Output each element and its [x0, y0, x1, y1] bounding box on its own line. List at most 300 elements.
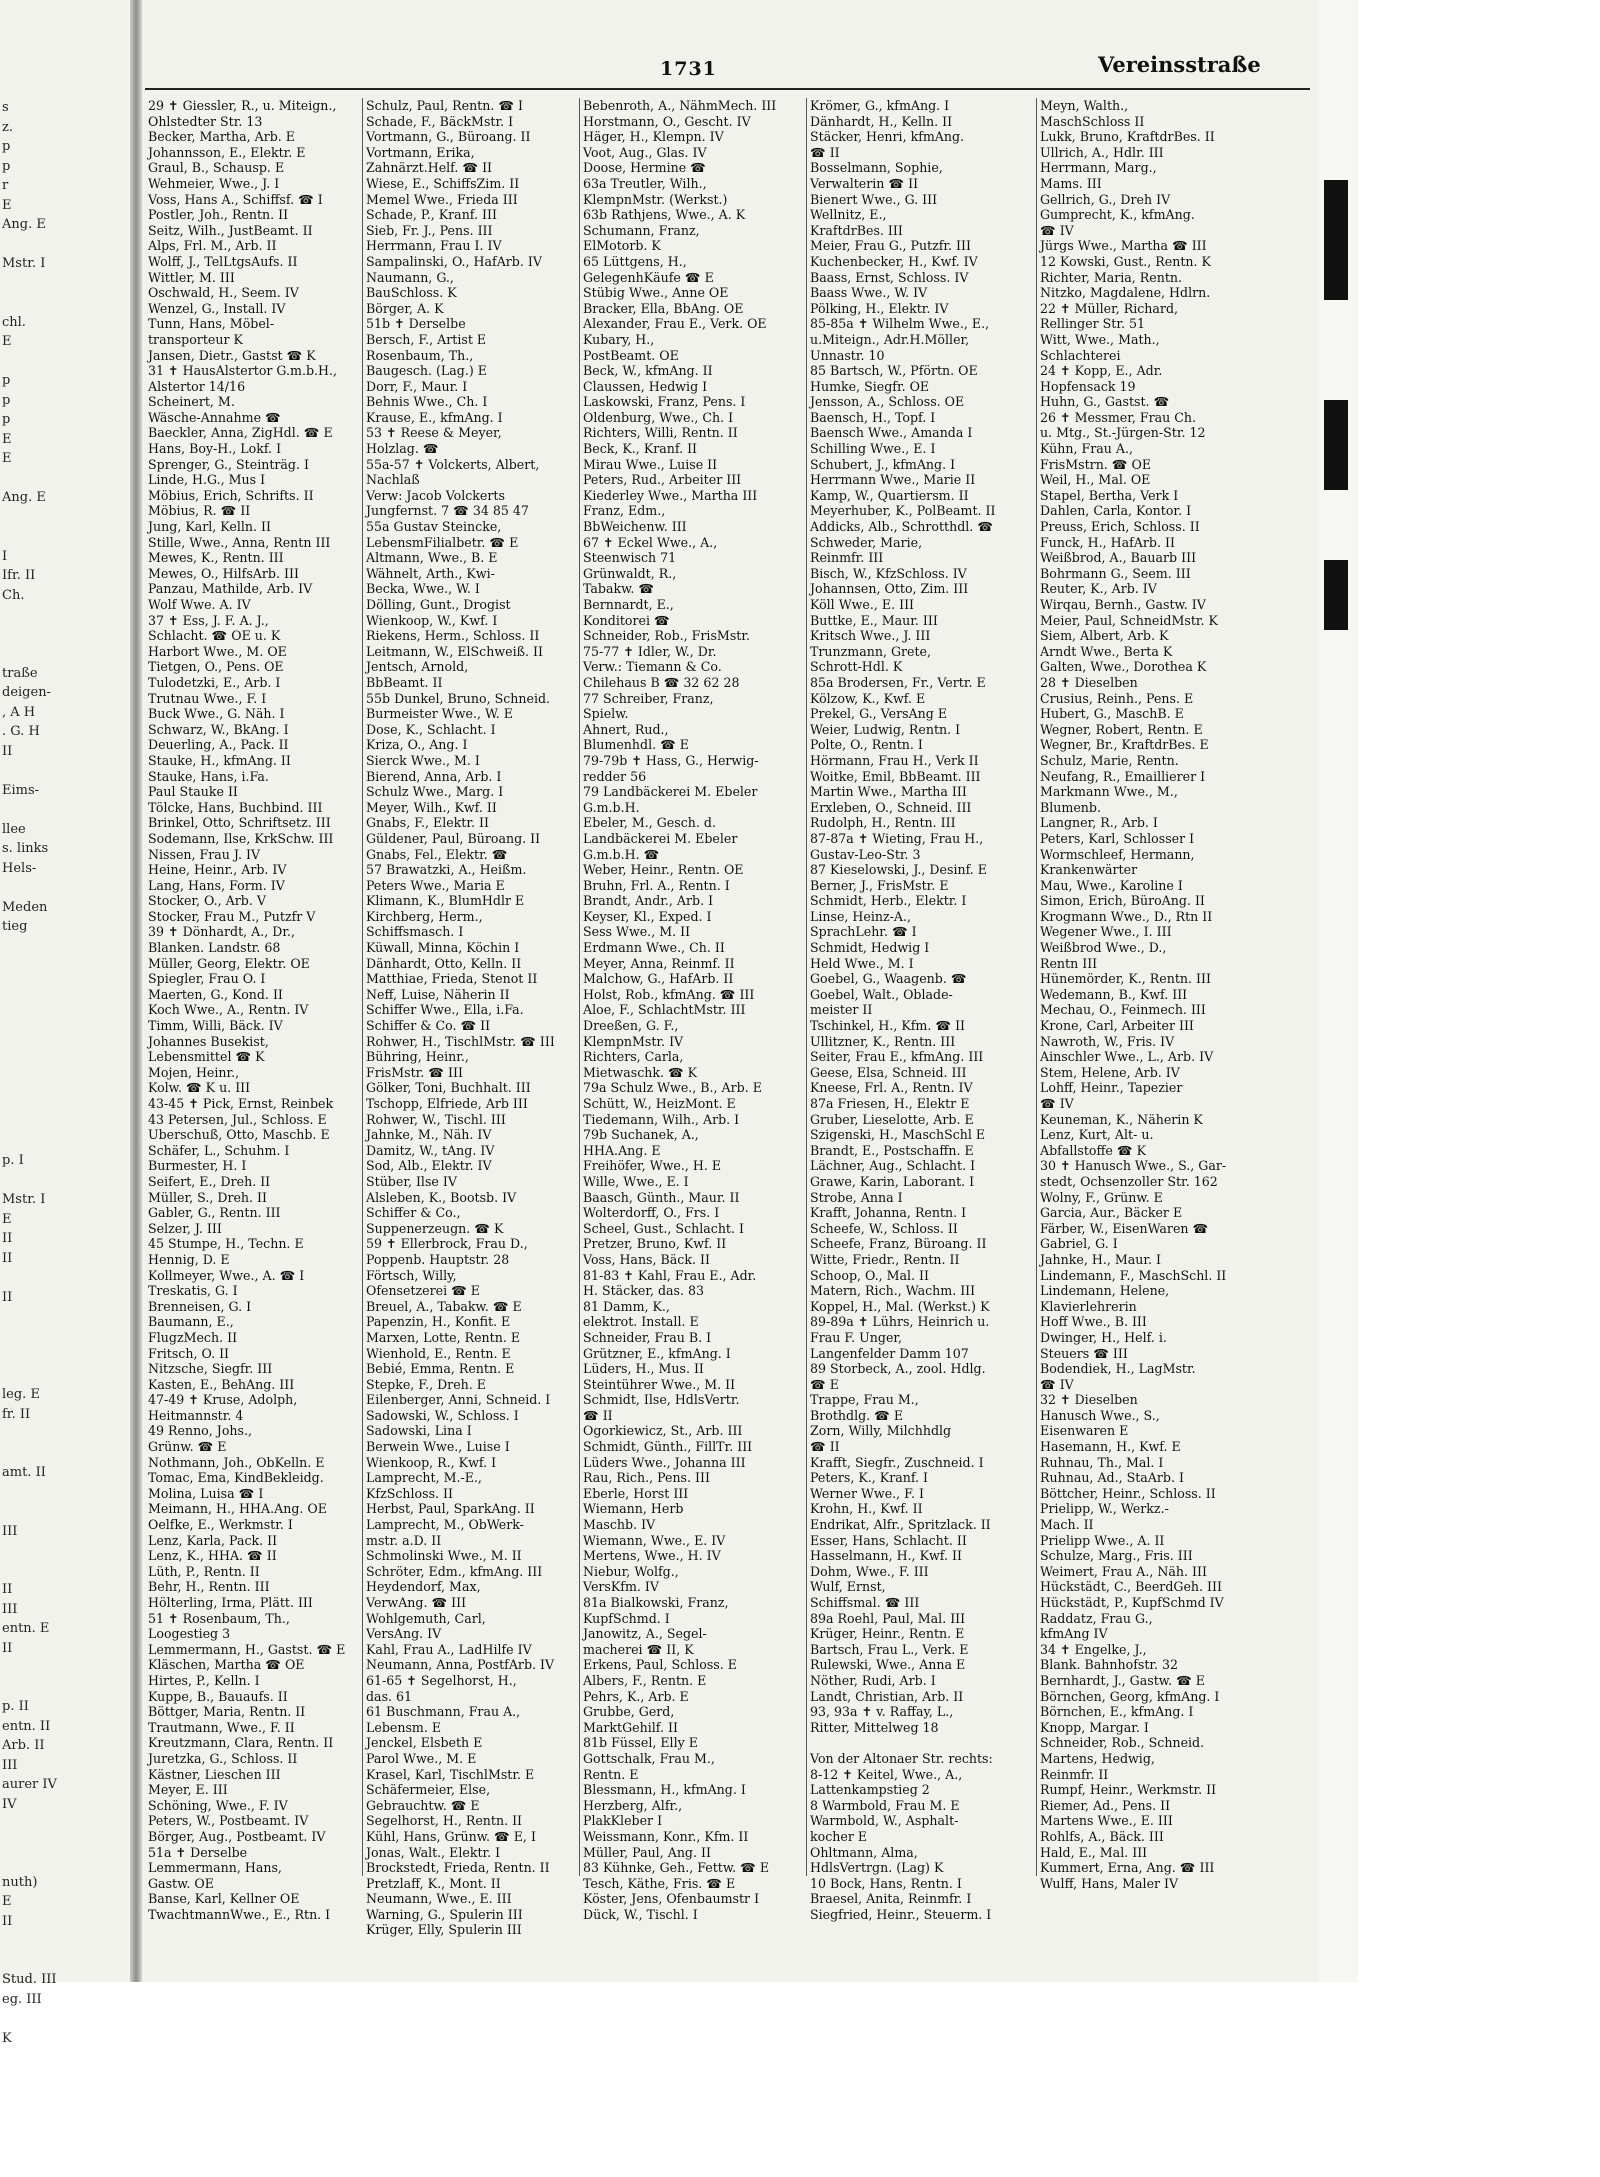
directory-line: Jansen, Dietr., Gastst ☎ K — [148, 347, 316, 363]
directory-line: Konditorei ☎ — [583, 612, 670, 628]
directory-line: Juretzka, G., Schloss. II — [148, 1750, 298, 1766]
directory-line: Endrikat, Alfr., Spritzlack. II — [810, 1517, 991, 1533]
directory-line: Burmeister Wwe., W. E — [366, 706, 513, 722]
directory-line: Hasemann, H., Kwf. E — [1040, 1439, 1181, 1455]
directory-line: Nachlaß — [366, 472, 420, 488]
directory-line: Wäsche-Annahme ☎ — [148, 409, 281, 425]
directory-line: Wiemann, Wwe., E. IV — [583, 1532, 726, 1548]
directory-line: Stocker, O., Arb. V — [148, 893, 266, 909]
directory-line: Rohlfs, A., Bäck. III — [1040, 1828, 1164, 1844]
margin-fragment: fr. II — [2, 1406, 31, 1422]
directory-line: Koppel, H., Mal. (Werkst.) K — [810, 1298, 990, 1314]
directory-line: Schweder, Marie, — [810, 534, 923, 550]
directory-line: Schiffer Wwe., Ella, i.Fa. — [366, 1002, 524, 1018]
directory-line: Ohltmann, Alma, — [810, 1844, 918, 1860]
directory-line: Sess Wwe., M. II — [583, 924, 691, 940]
directory-line: Baugesch. (Lag.) E — [366, 363, 487, 379]
directory-line: stedt, Ochsenzoller Str. 162 — [1040, 1173, 1218, 1189]
directory-line: Weier, Ludwig, Rentn. I — [810, 721, 961, 737]
directory-line: 61-65 ✝ Segelhorst, H., — [366, 1672, 517, 1688]
directory-line: 28 ✝ Dieselben — [1040, 674, 1138, 690]
directory-line: 75-77 ✝ Idler, W., Dr. — [583, 643, 717, 659]
directory-line: 57 Brawatzki, A., Heißm. — [366, 862, 527, 878]
directory-line: Schmidt, Ilse, HdlsVertr. — [583, 1392, 740, 1408]
directory-line — [810, 1735, 1034, 1751]
directory-line: FlugzMech. II — [148, 1329, 238, 1345]
directory-line: Ahnert, Rud., — [583, 721, 669, 737]
directory-line: Hölterling, Irma, Plätt. III — [148, 1595, 313, 1610]
directory-line: Meier, Frau G., Putzfr. III — [810, 238, 971, 254]
margin-fragment: , A H — [2, 704, 36, 720]
directory-line: Rohwer, W., Tischl. III — [366, 1111, 506, 1127]
directory-line: Scheefe, W., Schloss. II — [810, 1220, 958, 1236]
directory-line: Mau, Wwe., Karoline I — [1040, 877, 1183, 893]
margin-fragment: Mstr. I — [2, 1192, 46, 1207]
directory-line: Klavierlehrerin — [1040, 1298, 1137, 1314]
directory-line: Weber, Heinr., Rentn. OE — [583, 862, 744, 878]
directory-line: Damitz, W., tAng. IV — [366, 1142, 495, 1158]
directory-line: Tulodetzki, E., Arb. I — [148, 674, 281, 690]
margin-fragment: E — [2, 1894, 12, 1909]
directory-line: Kneese, Frl. A., Rentn. IV — [810, 1080, 973, 1096]
directory-line: Hoff Wwe., B. III — [1040, 1314, 1147, 1330]
directory-line: Breuel, A., Tabakw. ☎ E — [366, 1298, 522, 1314]
directory-line: Krömer, G., kfmAng. I — [810, 98, 950, 113]
directory-line: Weissmann, Konr., Kfm. II — [583, 1828, 749, 1844]
directory-line: u.Miteign., Adr.H.Möller, — [810, 331, 970, 347]
directory-line: Stapel, Bertha, Verk I — [1040, 487, 1179, 503]
directory-line: Rellinger Str. 51 — [1040, 316, 1146, 332]
directory-line: Weißbrod Wwe., D., — [1040, 940, 1167, 956]
margin-fragment: Meden — [2, 899, 48, 915]
margin-fragment: Ang. E — [2, 490, 46, 505]
directory-line: Heitmannstr. 4 — [148, 1407, 244, 1423]
margin-fragment: II — [2, 743, 13, 759]
directory-line: 26 ✝ Messmer, Frau Ch. — [1040, 409, 1197, 425]
directory-line: Schulz Wwe., Marg. I — [366, 784, 504, 800]
directory-line: 24 ✝ Kopp, E., Adr. — [1040, 363, 1163, 379]
directory-line: Lang, Hans, Form. IV — [148, 877, 285, 893]
directory-line: Gustav-Leo-Str. 3 — [810, 846, 921, 862]
directory-line: Grützner, E., kfmAng. I — [583, 1345, 731, 1361]
directory-line: FrisMstrn. ☎ OE — [1040, 456, 1152, 472]
margin-fragment: II — [2, 1231, 13, 1246]
directory-line: VerwAng. ☎ III — [366, 1595, 467, 1610]
directory-line: Stäcker, Henri, kfmAng. — [810, 129, 965, 145]
directory-line: Lukk, Bruno, KraftdrBes. II — [1040, 129, 1215, 145]
directory-line: Hanusch Wwe., S., — [1040, 1407, 1160, 1423]
book-gutter — [130, 0, 142, 1982]
directory-line: Schneider, Frau B. I — [583, 1329, 712, 1345]
directory-line: Zahnärzt.Helf. ☎ II — [366, 160, 493, 176]
directory-line: Wiese, E., SchiffsZim. II — [366, 175, 520, 191]
directory-line: Schwarz, W., BkAng. I — [148, 721, 289, 737]
directory-line: Stüber, Ilse IV — [366, 1173, 457, 1189]
directory-line: 81 Damm, K., — [583, 1298, 670, 1314]
directory-line: Nissen, Frau J. IV — [148, 846, 261, 862]
directory-line: Kläschen, Martha ☎ OE — [148, 1657, 305, 1673]
margin-fragment: II — [2, 1289, 13, 1305]
directory-line: Köster, Jens, Ofenbaumstr I — [583, 1891, 760, 1907]
directory-line: Szigenski, H., MaschSchl E — [810, 1127, 986, 1143]
directory-line: G.m.b.H. — [583, 799, 640, 815]
directory-line: Wellnitz, E., — [810, 207, 887, 223]
directory-line: Schäfermeier, Else, — [366, 1782, 491, 1798]
directory-line: Humke, Siegfr. OE — [810, 378, 930, 394]
directory-line: 81a Bialkowski, Franz, — [583, 1595, 729, 1610]
directory-line: Wedemann, B., Kwf. III — [1040, 986, 1188, 1002]
directory-line: Verw: Jacob Volckerts — [366, 487, 505, 503]
directory-line: Ebeler, M., Gesch. d. — [583, 815, 716, 831]
directory-line: Warmbold, W., Asphalt- — [810, 1813, 959, 1829]
directory-line: Schneider, Rob., FrisMstr. — [583, 628, 750, 644]
directory-line: MaschSchloss II — [1040, 113, 1145, 129]
directory-line: Lemmermann, H., Gastst. ☎ E — [148, 1641, 346, 1657]
directory-line: Schütt, W., HeizMont. E — [583, 1096, 736, 1111]
directory-line: LebensmFilialbetr. ☎ E — [366, 534, 519, 550]
directory-line: Scheel, Gust., Schlacht. I — [583, 1220, 744, 1236]
directory-line: Verw.: Tiemann & Co. — [583, 659, 722, 675]
directory-line: Holst, Rob., kfmAng. ☎ III — [583, 986, 755, 1002]
directory-line: Schäfer, L., Schuhm. I — [148, 1142, 290, 1158]
directory-line: Vortmann, Erika, — [366, 144, 475, 160]
directory-line: Brothdlg. ☎ E — [810, 1407, 904, 1423]
directory-line: Hubert, G., MaschB. E — [1040, 706, 1184, 722]
directory-line: Lemmermann, Hans, — [148, 1860, 282, 1876]
directory-line: Preuss, Erich, Schloss. II — [1040, 519, 1200, 535]
directory-line: Ainschler Wwe., L., Arb. IV — [1040, 1049, 1214, 1065]
directory-line: Neumann, Wwe., E. III — [366, 1891, 512, 1907]
directory-line: Wille, Wwe., E. I — [583, 1173, 689, 1189]
directory-line: Erxleben, O., Schneid. III — [810, 799, 972, 815]
directory-line: Oldenburg, Wwe., Ch. I — [583, 409, 734, 425]
directory-line: Lamprecht, M.-E., — [366, 1470, 482, 1486]
directory-line: Kubary, H., — [583, 331, 655, 347]
directory-line: 89-89a ✝ Lührs, Heinrich u. — [810, 1314, 990, 1330]
directory-line: Berwein Wwe., Luise I — [366, 1439, 510, 1455]
directory-line: G.m.b.H. ☎ — [583, 846, 660, 862]
directory-line: Ofensetzerei ☎ E — [366, 1283, 481, 1299]
directory-line: Herzberg, Alfr., — [583, 1797, 683, 1813]
directory-line: elektrot. Install. E — [583, 1314, 699, 1330]
directory-line: Mertens, Wwe., H. IV — [583, 1548, 721, 1564]
directory-line: Ruhnau, Ad., StaArb. I — [1040, 1470, 1184, 1486]
directory-line: 37 ✝ Ess, J. F. A. J., — [148, 612, 269, 628]
directory-line: Bruhn, Frl. A., Rentn. I — [583, 877, 730, 893]
directory-line: ElMotorb. K — [583, 238, 661, 254]
directory-line: Peters Wwe., Maria E — [366, 877, 505, 893]
directory-line: Freihöfer, Wwe., H. E — [583, 1158, 722, 1174]
directory-line: Eisenwaren E — [1040, 1423, 1129, 1439]
column-divider — [1036, 98, 1037, 1876]
directory-line: Seitz, Wilh., JustBeamt. II — [148, 222, 313, 238]
directory-line: Färber, W., EisenWaren ☎ — [1040, 1220, 1209, 1236]
directory-line: Meier, Paul, SchneidMstr. K — [1040, 612, 1218, 628]
directory-line: Pretzer, Bruno, Kwf. II — [583, 1236, 727, 1252]
directory-line: ☎ II — [810, 1439, 840, 1455]
directory-line: Kasten, E., BehAng. III — [148, 1376, 295, 1392]
directory-line: Markmann Wwe., M., — [1040, 784, 1178, 800]
directory-line: Lindemann, F., MaschSchl. II — [1040, 1267, 1227, 1283]
directory-line: Müller, Georg, Elektr. OE — [148, 955, 310, 971]
directory-line: Wirqau, Bernh., Gastw. IV — [1040, 597, 1206, 612]
directory-line: Brandt, E., Postschaffn. E — [810, 1142, 974, 1158]
directory-line: 55a Gustav Steincke, — [366, 519, 502, 535]
directory-line: ☎ II — [810, 144, 840, 160]
directory-line: 65 Lüttgens, H., — [583, 253, 687, 269]
directory-line: Jensson, A., Schloss. OE — [810, 394, 965, 410]
directory-line: Schiffer & Co., — [366, 1205, 461, 1221]
margin-fragment: p. I — [2, 1153, 24, 1168]
directory-line: Polte, O., Rentn. I — [810, 737, 923, 753]
directory-line: KlempnMstr. IV — [583, 1033, 684, 1049]
directory-line: Scheinert, M. — [148, 394, 235, 410]
directory-line: Bodendiek, H., LagMstr. — [1040, 1361, 1196, 1377]
directory-line: Krafft, Johanna, Rentn. I — [810, 1205, 967, 1221]
directory-line: Ritter, Mittelweg 18 — [810, 1719, 939, 1735]
directory-line: Bracker, Ella, BbAng. OE — [583, 300, 744, 316]
directory-line: Johannsson, E., Elektr. E — [148, 144, 306, 160]
directory-line: Beck, W., kfmAng. II — [583, 363, 713, 379]
directory-line: Sadowski, W., Schloss. I — [366, 1407, 519, 1423]
margin-fragment: p — [2, 373, 11, 388]
margin-fragment: entn. II — [2, 1718, 51, 1734]
directory-line: Bühring, Heinr., — [366, 1049, 469, 1065]
directory-line: Blessmann, H., kfmAng. I — [583, 1782, 746, 1798]
directory-line: Nitzsche, Siegfr. III — [148, 1361, 273, 1377]
directory-line: Voss, Hans A., Schiffsf. ☎ I — [148, 191, 323, 207]
directory-line: PostBeamt. OE — [583, 347, 679, 363]
directory-line: Held Wwe., M. I — [810, 955, 914, 971]
directory-line: Berner, J., FrisMstr. E — [810, 877, 949, 893]
directory-line: Stauke, H., kfmAng. II — [148, 752, 291, 768]
directory-line: Schneider, Rob., Schneid. — [1040, 1735, 1205, 1751]
directory-line: Müller, S., Dreh. II — [148, 1189, 267, 1205]
directory-line: Tabakw. ☎ — [583, 581, 655, 597]
directory-line: Martens, Hedwig, — [1040, 1750, 1155, 1766]
directory-line: 61 Buschmann, Frau A., — [366, 1704, 521, 1720]
directory-line: Rumpf, Heinr., Werkmstr. II — [1040, 1782, 1217, 1798]
directory-column-2 — [366, 98, 577, 1938]
margin-fragment: E — [2, 431, 12, 447]
margin-fragment: Hels- — [2, 860, 37, 876]
margin-fragment: p — [2, 412, 11, 427]
directory-line: Neff, Luise, Näherin II — [366, 986, 510, 1002]
directory-line: ☎ E — [810, 1376, 839, 1392]
directory-line: Paul Stauke II — [148, 784, 238, 800]
directory-line: 87a Friesen, H., Elektr E — [810, 1096, 970, 1111]
directory-line: Lattenkampstieg 2 — [810, 1782, 930, 1798]
directory-line: Raddatz, Frau G., — [1040, 1610, 1153, 1626]
directory-line: Dück, W., Tischl. I — [583, 1906, 698, 1922]
directory-line: 43-45 ✝ Pick, Ernst, Reinbek — [148, 1096, 334, 1111]
margin-fragment: leg. E — [2, 1387, 40, 1402]
directory-line: Bohrmann G., Seem. III — [1040, 565, 1191, 581]
margin-fragment: II — [2, 1640, 13, 1656]
directory-line: Wittler, M. III — [148, 269, 235, 285]
directory-line: Lindemann, Helene, — [1040, 1283, 1170, 1299]
directory-line: Buck Wwe., G. Näh. I — [148, 706, 285, 722]
directory-line: Grawe, Karin, Laborant. I — [810, 1173, 975, 1189]
directory-line: Mams. III — [1040, 175, 1102, 191]
directory-line: Dahlen, Carla, Kontor. I — [1040, 503, 1192, 519]
directory-column-3 — [583, 98, 804, 1922]
directory-line: Albers, F., Rentn. E — [583, 1672, 707, 1688]
directory-line: Becker, Martha, Arb. E — [148, 129, 295, 145]
directory-line: Brockstedt, Frieda, Rentn. II — [366, 1860, 550, 1876]
directory-line: Grünw. ☎ E — [148, 1439, 227, 1455]
directory-line: Stille, Wwe., Anna, Rentn III — [148, 534, 331, 550]
margin-fragment: s. links — [2, 841, 49, 856]
directory-line: Matern, Rich., Wachm. III — [810, 1283, 976, 1299]
directory-line: Hopfensack 19 — [1040, 378, 1136, 394]
directory-line: Köll Wwe., E. III — [810, 597, 915, 612]
directory-line: Krankenwärter — [1040, 862, 1138, 878]
directory-line: Johannes Busekist, — [148, 1033, 269, 1049]
directory-line: Tesch, Käthe, Fris. ☎ E — [583, 1875, 736, 1891]
directory-line: Schrott-Hdl. K — [810, 659, 903, 675]
directory-line: Sadowski, Lina I — [366, 1423, 472, 1439]
directory-line: Jahnke, H., Maur. I — [1040, 1251, 1161, 1267]
directory-line: Baensch Wwe., Amanda I — [810, 425, 973, 441]
directory-line: redder 56 — [583, 768, 647, 784]
directory-line: Bartsch, Frau L., Verk. E — [810, 1641, 969, 1657]
directory-line: Banse, Karl, Kellner OE — [148, 1891, 300, 1907]
directory-line: 85a Brodersen, Fr., Vertr. E — [810, 674, 986, 690]
directory-line: Tiedemann, Wilh., Arb. I — [583, 1111, 740, 1127]
directory-line: Hans, Boy-H., Lokf. I — [148, 441, 282, 457]
margin-fragment: amt. II — [2, 1465, 46, 1480]
directory-line: Behnis Wwe., Ch. I — [366, 394, 488, 410]
directory-line: Altmann, Wwe., B. E — [366, 550, 498, 566]
directory-line: Spiegler, Frau O. I — [148, 971, 266, 987]
directory-line: KraftdrBes. III — [810, 222, 903, 238]
directory-line: Loogestieg 3 — [148, 1626, 231, 1642]
directory-line: Jahnke, M., Näh. IV — [366, 1127, 492, 1143]
directory-line: das. 61 — [366, 1688, 413, 1704]
directory-line: 79b Suchanek, A., — [583, 1127, 699, 1143]
directory-line: Chilehaus B ☎ 32 62 28 — [583, 674, 740, 690]
directory-line: Börger, A. K — [366, 300, 444, 316]
margin-fragment: nuth) — [2, 1874, 38, 1890]
directory-line: KfzSchloss. II — [366, 1485, 453, 1501]
margin-fragment: K — [2, 2030, 12, 2046]
directory-line: 12 Kowski, Gust., Rentn. K — [1040, 253, 1211, 269]
directory-line: Ohlstedter Str. 13 — [148, 113, 263, 129]
directory-line: Lamprecht, M., ObWerk- — [366, 1517, 524, 1533]
directory-line: Prielipp, W., Werkz.- — [1040, 1501, 1169, 1517]
directory-line: Mewes, O., HilfsArb. III — [148, 565, 299, 581]
directory-line: Lenz, Karla, Pack. II — [148, 1532, 278, 1548]
directory-line: Trautmann, Wwe., F. II — [148, 1719, 295, 1735]
directory-line: Eilenberger, Anni, Schneid. I — [366, 1392, 551, 1408]
directory-line: Erkens, Paul, Schloss. E — [583, 1657, 737, 1673]
directory-line: Crusius, Reinh., Pens. E — [1040, 690, 1194, 706]
directory-line: Stübig Wwe., Anne OE — [583, 285, 729, 301]
directory-line: Lächner, Aug., Schlacht. I — [810, 1158, 976, 1174]
directory-line: Suppenerzeugn. ☎ K — [366, 1220, 504, 1236]
directory-line: Frau F. Unger, — [810, 1329, 903, 1345]
directory-line: Meimann, H., HHA.Ang. OE — [148, 1501, 327, 1517]
directory-line: 51 ✝ Rosenbaum, Th., — [148, 1610, 290, 1626]
directory-line: Goebel, Walt., Oblade- — [810, 986, 953, 1002]
margin-fragment: E — [2, 1211, 12, 1227]
directory-line: Papenzin, H., Konfit. E — [366, 1314, 511, 1330]
directory-line: 87-87a ✝ Wieting, Frau H., — [810, 830, 984, 846]
directory-line: Wähnelt, Arth., Kwi- — [366, 565, 495, 581]
directory-line: Molina, Luisa ☎ I — [148, 1485, 264, 1501]
directory-line: Peters, Karl, Schlosser I — [1040, 830, 1195, 846]
directory-line: Tomac, Ema, KindBekleidg. — [148, 1470, 324, 1486]
directory-line: 77 Schreiber, Franz, — [583, 690, 714, 706]
directory-line: Lebensmittel ☎ K — [148, 1049, 265, 1065]
directory-line: 49 Renno, Johs., — [148, 1423, 252, 1439]
directory-line: Herbst, Paul, SparkAng. II — [366, 1501, 535, 1517]
directory-line: Jürgs Wwe., Martha ☎ III — [1040, 238, 1207, 254]
directory-column-1 — [148, 98, 360, 1922]
edge-ink-mark — [1324, 180, 1348, 300]
directory-line: Grubbe, Gerd, — [583, 1704, 675, 1720]
margin-fragment: Stud. III — [2, 1972, 57, 1987]
directory-line: Pehrs, K., Arb. E — [583, 1688, 689, 1704]
directory-line: 8 Warmbold, Frau M. E — [810, 1797, 960, 1813]
directory-line: Heydendorf, Max, — [366, 1579, 481, 1595]
directory-line: Warning, G., Spulerin III — [366, 1906, 523, 1922]
directory-line: Schulz, Marie, Rentn. — [1040, 752, 1179, 768]
directory-line: Pölking, H., Elektr. IV — [810, 300, 949, 316]
directory-line: KlempnMstr. (Werkst.) — [583, 191, 728, 207]
directory-line: Blank. Bahnhofstr. 32 — [1040, 1657, 1179, 1673]
directory-line: Trutnau Wwe., F. I — [148, 690, 267, 706]
directory-line: Beck, K., Kranf. II — [583, 441, 698, 457]
directory-line: Hasselmann, H., Kwf. II — [810, 1548, 962, 1564]
directory-line: Linde, H.G., Mus I — [148, 472, 266, 488]
margin-fragment: entn. E — [2, 1621, 50, 1636]
directory-line: 63a Treutler, Wilh., — [583, 175, 707, 191]
directory-line: Sampalinski, O., HafArb. IV — [366, 253, 542, 269]
directory-line: Bierend, Anna, Arb. I — [366, 768, 502, 784]
directory-line: Naumann, G., — [366, 269, 454, 285]
directory-line: Blumenb. — [1040, 799, 1101, 815]
directory-line: Postler, Joh., Rentn. II — [148, 207, 289, 223]
directory-line: Trunzmann, Grete, — [810, 643, 932, 659]
margin-fragment: Ifr. II — [2, 568, 36, 583]
directory-line: Güldener, Paul, Büroang. II — [366, 830, 541, 846]
directory-line: Dwinger, H., Helf. i. — [1040, 1329, 1167, 1345]
directory-line: Lohff, Heinr., Tapezier — [1040, 1080, 1183, 1096]
directory-line: Uberschuß, Otto, Maschb. E — [148, 1127, 330, 1143]
header-rule — [145, 88, 1310, 90]
directory-line: Martens Wwe., E. III — [1040, 1813, 1173, 1829]
directory-line: Landbäckerei M. Ebeler — [583, 830, 738, 846]
directory-line: Parol Wwe., M. E — [366, 1750, 477, 1766]
directory-line: Bersch, F., Artist E — [366, 331, 487, 347]
margin-fragment: p. II — [2, 1699, 29, 1714]
directory-line: mstr. a.D. II — [366, 1532, 442, 1548]
directory-line: 63b Rathjens, Wwe., A. K — [583, 207, 746, 223]
directory-line: Voot, Aug., Glas. IV — [583, 144, 707, 160]
directory-line: Alsleben, K., Bootsb. IV — [366, 1189, 517, 1205]
directory-line: TwachtmannWwe., E., Rtn. I — [148, 1906, 331, 1922]
directory-line: Hörmann, Frau H., Verk II — [810, 752, 979, 768]
directory-line: Möbius, R. ☎ II — [148, 503, 251, 519]
directory-line: Wulff, Hans, Maler IV — [1040, 1875, 1179, 1891]
directory-line: Deuerling, A., Pack. II — [148, 737, 289, 753]
directory-line: Meyer, E. III — [148, 1782, 228, 1798]
directory-line: 93, 93a ✝ v. Raffay, L., — [810, 1704, 954, 1720]
directory-line: 79 Landbäckerei M. Ebeler — [583, 784, 758, 800]
directory-line: Gabler, G., Rentn. III — [148, 1205, 281, 1221]
